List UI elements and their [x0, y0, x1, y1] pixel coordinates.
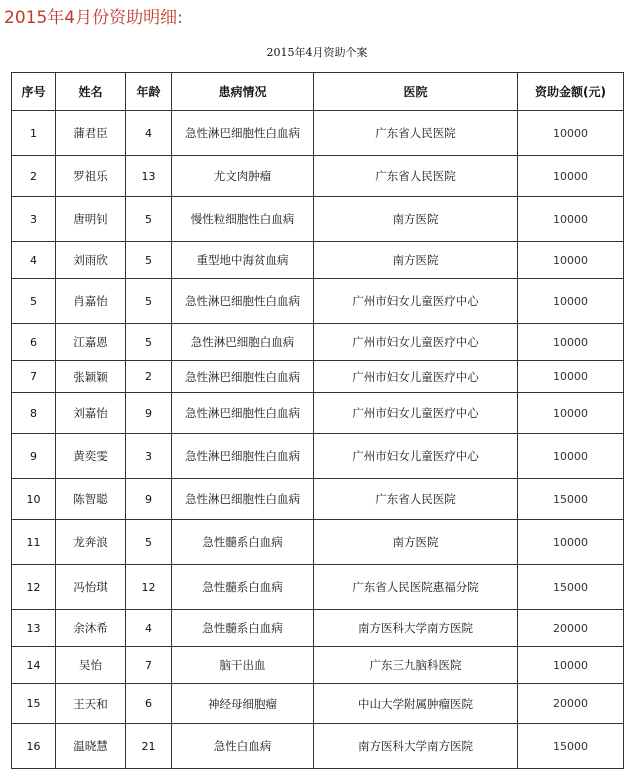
- cell-age: 5: [126, 520, 172, 565]
- cell-hospital: 广州市妇女儿童医疗中心: [314, 434, 518, 479]
- cell-hospital: 南方医院: [314, 242, 518, 279]
- cell-name: 刘嘉怡: [56, 393, 126, 434]
- cell-age: 5: [126, 242, 172, 279]
- table-row: [12, 393, 624, 434]
- cell-no: 11: [12, 520, 56, 565]
- table-row: [12, 724, 624, 769]
- cell-hospital: 南方医科大学南方医院: [314, 724, 518, 769]
- cell-hospital: 广州市妇女儿童医疗中心: [314, 324, 518, 361]
- header-amount: 资助金额(元): [518, 73, 624, 111]
- table-row: [12, 156, 624, 197]
- table-row: [12, 197, 624, 242]
- cell-name: 蒲君臣: [56, 111, 126, 156]
- header-row: [12, 73, 624, 111]
- cell-hospital: 南方医院: [314, 520, 518, 565]
- cell-amount: 10000: [518, 279, 624, 324]
- table-row: [12, 684, 624, 724]
- cell-amount: 10000: [518, 361, 624, 393]
- cell-name: 龙奔浪: [56, 520, 126, 565]
- table-row: [12, 111, 624, 156]
- cell-amount: 10000: [518, 156, 624, 197]
- cell-hospital: 广州市妇女儿童医疗中心: [314, 393, 518, 434]
- cell-hospital: 中山大学附属肿瘤医院: [314, 684, 518, 724]
- cell-hospital: 南方医院: [314, 197, 518, 242]
- cell-amount: 10000: [518, 197, 624, 242]
- cell-no: 13: [12, 610, 56, 647]
- cell-no: 10: [12, 479, 56, 520]
- cell-no: 7: [12, 361, 56, 393]
- table-row: [12, 361, 624, 393]
- cell-no: 3: [12, 197, 56, 242]
- table-row: [12, 279, 624, 324]
- cell-condition: 慢性粒细胞性白血病: [172, 197, 314, 242]
- cell-amount: 10000: [518, 242, 624, 279]
- cell-condition: 急性淋巴细胞性白血病: [172, 434, 314, 479]
- header-age: 年龄: [126, 73, 172, 111]
- cell-condition: 脑干出血: [172, 647, 314, 684]
- cell-amount: 15000: [518, 479, 624, 520]
- table-row: [12, 434, 624, 479]
- table-row: [12, 242, 624, 279]
- cell-amount: 10000: [518, 647, 624, 684]
- cell-amount: 10000: [518, 520, 624, 565]
- cell-condition: 急性白血病: [172, 724, 314, 769]
- table-body: [12, 111, 624, 769]
- cell-age: 5: [126, 279, 172, 324]
- cell-age: 5: [126, 324, 172, 361]
- cell-age: 9: [126, 479, 172, 520]
- cell-age: 3: [126, 434, 172, 479]
- cell-condition: 急性淋巴细胞性白血病: [172, 361, 314, 393]
- cell-condition: 急性髓系白血病: [172, 565, 314, 610]
- cell-name: 温晓慧: [56, 724, 126, 769]
- cell-amount: 20000: [518, 610, 624, 647]
- header-name: 姓名: [56, 73, 126, 111]
- cell-age: 12: [126, 565, 172, 610]
- table-row: [12, 565, 624, 610]
- table-row: [12, 324, 624, 361]
- header-hospital: 医院: [314, 73, 518, 111]
- cell-condition: 急性淋巴细胞性白血病: [172, 111, 314, 156]
- cell-name: 黄奕雯: [56, 434, 126, 479]
- cell-no: 6: [12, 324, 56, 361]
- cell-name: 冯怡琪: [56, 565, 126, 610]
- cell-condition: 急性淋巴细胞白血病: [172, 324, 314, 361]
- cell-amount: 15000: [518, 565, 624, 610]
- cell-condition: 神经母细胞瘤: [172, 684, 314, 724]
- cell-no: 16: [12, 724, 56, 769]
- cell-hospital: 广东省人民医院: [314, 111, 518, 156]
- cell-condition: 急性淋巴细胞性白血病: [172, 479, 314, 520]
- cell-hospital: 广州市妇女儿童医疗中心: [314, 279, 518, 324]
- cell-amount: 20000: [518, 684, 624, 724]
- cell-name: 王天和: [56, 684, 126, 724]
- table-caption: 2015年4月资助个案: [266, 46, 368, 59]
- cell-amount: 10000: [518, 111, 624, 156]
- cell-name: 肖嘉怡: [56, 279, 126, 324]
- cell-age: 21: [126, 724, 172, 769]
- cell-hospital: 广东省人民医院: [314, 156, 518, 197]
- cell-hospital: 广东省人民医院惠福分院: [314, 565, 518, 610]
- cell-name: 张颖颖: [56, 361, 126, 393]
- cell-condition: 尤文肉肿瘤: [172, 156, 314, 197]
- cell-age: 4: [126, 111, 172, 156]
- cell-name: 唐明钊: [56, 197, 126, 242]
- cell-no: 2: [12, 156, 56, 197]
- cell-name: 陈智聪: [56, 479, 126, 520]
- cell-no: 8: [12, 393, 56, 434]
- cell-no: 12: [12, 565, 56, 610]
- cell-name: 余沐希: [56, 610, 126, 647]
- table-row: [12, 610, 624, 647]
- header-condition: 患病情况: [172, 73, 314, 111]
- cell-hospital: 广东省人民医院: [314, 479, 518, 520]
- page-heading: 2015年4月份资助明细:: [4, 8, 183, 28]
- cell-condition: 重型地中海贫血病: [172, 242, 314, 279]
- header-no: 序号: [12, 73, 56, 111]
- cell-amount: 10000: [518, 324, 624, 361]
- cell-hospital: 广州市妇女儿童医疗中心: [314, 361, 518, 393]
- cell-no: 14: [12, 647, 56, 684]
- table-row: [12, 479, 624, 520]
- cell-amount: 15000: [518, 724, 624, 769]
- cell-age: 2: [126, 361, 172, 393]
- cell-age: 5: [126, 197, 172, 242]
- cell-condition: 急性淋巴细胞性白血病: [172, 279, 314, 324]
- cell-name: 刘雨欣: [56, 242, 126, 279]
- cell-name: 罗祖乐: [56, 156, 126, 197]
- cell-no: 4: [12, 242, 56, 279]
- cell-no: 9: [12, 434, 56, 479]
- table-row: [12, 520, 624, 565]
- cell-age: 9: [126, 393, 172, 434]
- cell-age: 6: [126, 684, 172, 724]
- table-row: [12, 647, 624, 684]
- cell-no: 5: [12, 279, 56, 324]
- cell-hospital: 广东三九脑科医院: [314, 647, 518, 684]
- cell-age: 7: [126, 647, 172, 684]
- cell-name: 江嘉恩: [56, 324, 126, 361]
- cell-amount: 10000: [518, 434, 624, 479]
- cell-condition: 急性髓系白血病: [172, 520, 314, 565]
- cell-age: 13: [126, 156, 172, 197]
- cell-no: 15: [12, 684, 56, 724]
- cell-no: 1: [12, 111, 56, 156]
- cell-condition: 急性髓系白血病: [172, 610, 314, 647]
- cell-hospital: 南方医科大学南方医院: [314, 610, 518, 647]
- cell-amount: 10000: [518, 393, 624, 434]
- cell-age: 4: [126, 610, 172, 647]
- grant-table: [11, 72, 624, 769]
- cell-name: 吴怡: [56, 647, 126, 684]
- cell-condition: 急性淋巴细胞性白血病: [172, 393, 314, 434]
